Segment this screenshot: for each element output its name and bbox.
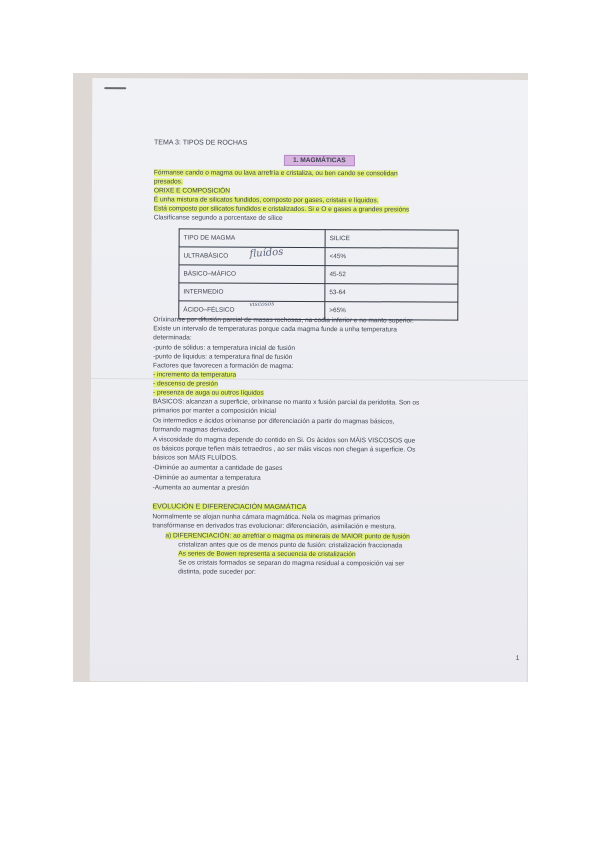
body-line-highlight: - descenso de presión [152, 380, 218, 388]
body-line: Existe un intervalo de temperaturas porque cada magma funde a unha temperatura [153, 325, 397, 334]
table-header-cell: TIPO DE MAGMA [179, 229, 325, 248]
table-cell: BÁSICO–MÁFICO [179, 265, 325, 284]
body-line: determinada: [153, 334, 192, 342]
body-line: Factores que favorecen a formación de magma: [153, 362, 294, 370]
diff-item-line-3: As series de Bowen representa a secuencia de cristalización [178, 550, 356, 559]
body-line: -punto de liquidus: a temperatura final de fusión [153, 353, 293, 361]
body-line: -Diminúe ao aumentar a temperatura [152, 474, 261, 482]
body-line: primarios por manter a composición inicial [152, 407, 277, 415]
diff-item-line-1: a) DIFERENCIACIÓN: ao arrefriar o magma os minerais de MAIOR punto de fusión [165, 532, 410, 541]
table-row [179, 247, 458, 266]
table-row [179, 265, 458, 284]
handwritten-note-viscosos: viscosos [249, 300, 275, 309]
table-cell: 53-64 [325, 284, 458, 303]
body-line: Os intermedios e ácidos oríxinanse por diferenciación a partir do magmas básicos, [152, 417, 395, 426]
evolution-line: transfórmanse en derivados tras evolucionar: diferenciación, asimilación e mestura. [152, 522, 397, 531]
body-line: -Aumenta ao aumentar a presión [152, 484, 249, 492]
diff-item-line-2: cristalizan antes que os de menos punto de fusión: cristalización fraccionada [178, 541, 403, 550]
body-line: -Diminúe ao aumentar a cantidade de gases [152, 464, 283, 472]
origin-heading: ORIXE E COMPOSICIÓN [153, 187, 231, 195]
body-line: -punto de sólidus: a temperatura inicial de fusión [153, 344, 296, 352]
intro-line-1: Fórmanse cando o magma ou lava arrefría e cristaliza, ou ben cando se consolidan [153, 169, 398, 178]
table-cell: ÁCIDO–FÉLSICO [179, 301, 325, 320]
table-cell: INTERMEDIO [179, 283, 325, 302]
document-photo [73, 73, 528, 682]
origin-line-2: Está composto por silicatos fundidos e cristalizados. Si e O e gases a grandes presións [153, 205, 410, 214]
evolution-heading: EVOLUCIÓN E DIFERENCIACIÓN MAGMÁTICA [152, 503, 307, 511]
page-number: 1 [515, 654, 520, 662]
pen-mark [104, 87, 126, 89]
section-title: 1. MAGMÁTICAS [284, 155, 355, 166]
table-cell: ULTRABÁSICO [179, 247, 325, 266]
magma-table [178, 228, 458, 320]
diff-item-line-5: distinta, pode suceder por: [178, 568, 256, 576]
handwritten-note-fluidos: fluídos [249, 246, 284, 260]
body-line: BÁSICOS: alcanzan a superficie, oríxinanse no manto x fusión parcial da peridotita. Son os [152, 398, 420, 407]
body-line: Oríxinanse por difusión parcial de masas rochosas, na codia inferior e no manto superior. [153, 316, 414, 325]
table-cell: >65% [325, 302, 458, 321]
body-line: os básicos porque teñen máis tetraedros , ao ser máis viscos non chegan á superficie. Os [152, 445, 416, 454]
body-line: básicos son MÁIS FLUÍDOS. [152, 454, 238, 462]
table-header-row [179, 229, 458, 248]
body-line-highlight: - presenza de auga ou outros líquidos [152, 389, 264, 397]
table-row [179, 283, 458, 302]
page-header: TEMA 3: TIPOS DE ROCHAS [154, 139, 248, 147]
intro-line-2: presados. [153, 178, 183, 186]
body-line-highlight: - incremento da temperatura [153, 371, 237, 379]
table-header-cell: SILICE [325, 230, 458, 249]
table-cell: <45% [325, 248, 458, 267]
origin-line-3: Clasifícanse segundo a porcentaxe de sílice [153, 214, 283, 222]
diff-item-line-4: Se os cristais formados se separan do magma residual a composición vai ser [178, 559, 405, 568]
origin-line-1: É unha mistura de silicatos fundidos, composto por gases, cristais e líquidos. [153, 196, 379, 205]
evolution-line: Normalmente se alojan nunha cámara magmática. Nela os magmas primarios [152, 513, 381, 522]
table-cell: 45-52 [325, 266, 458, 285]
body-line: formando magmas derivados. [152, 426, 241, 434]
paper-page [90, 78, 528, 682]
body-line: A viscosidade do magma depende do contido en Si. Os ácidos son MÁIS VISCOSOS que [152, 436, 416, 445]
